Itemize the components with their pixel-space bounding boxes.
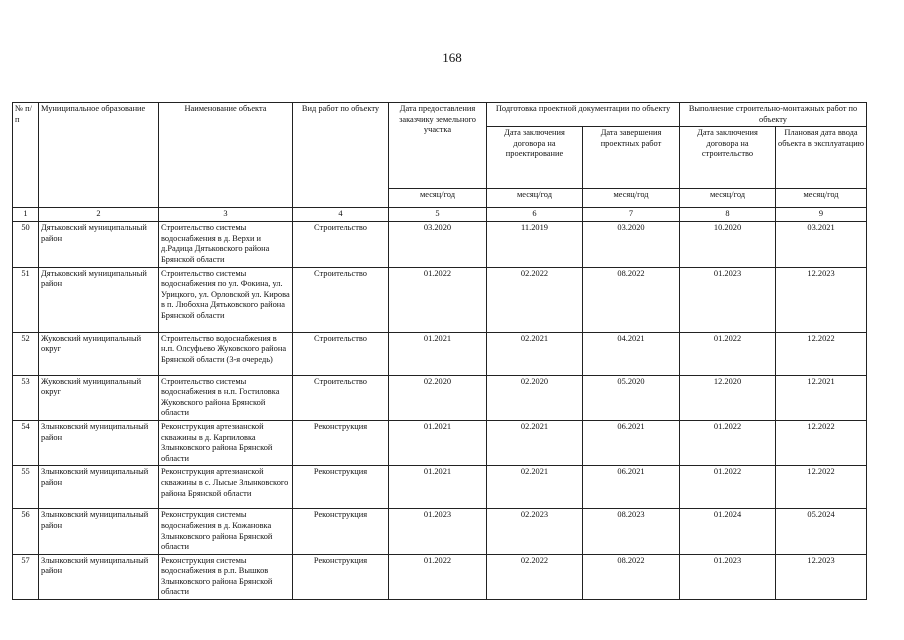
row-build-contract: 01.2023 [680,267,776,332]
row-number: 52 [13,332,39,375]
header-object: Наименование объекта [159,103,293,208]
row-work-type: Строительство [293,222,389,267]
row-design-contract: 02.2021 [487,466,583,509]
row-object: Реконструкция системы водоснабжения в р.п. Вышков Злынковского района Брянской области [159,554,293,599]
row-municipality: Злынковский муниципальный район [39,420,159,465]
header-work-type: Вид работ по объекту [293,103,389,208]
row-design-contract: 02.2021 [487,420,583,465]
table-row [13,267,867,332]
row-number: 53 [13,375,39,420]
row-municipality: Жуковский муниципальный округ [39,332,159,375]
row-land-date: 03.2020 [389,222,487,267]
row-work-type: Реконструкция [293,420,389,465]
table-row [13,509,867,554]
unit-label: месяц/год [389,189,487,208]
row-design-end: 04.2021 [583,332,680,375]
row-land-date: 01.2023 [389,509,487,554]
row-work-type: Реконструкция [293,554,389,599]
row-object: Строительство системы водоснабжения в д. Верхи и д.Радица Дятьковского района Брянской области [159,222,293,267]
row-design-end: 08.2022 [583,554,680,599]
row-build-contract: 01.2022 [680,420,776,465]
row-commission: 12.2022 [776,466,867,509]
row-design-contract: 11.2019 [487,222,583,267]
row-build-contract: 12.2020 [680,375,776,420]
row-design-end: 08.2023 [583,509,680,554]
page-number: 168 [442,50,462,65]
header-design-contract: Дата заключения договора на проектирование [487,127,583,189]
row-work-type: Реконструкция [293,509,389,554]
unit-label: месяц/год [680,189,776,208]
row-object: Строительство системы водоснабжения по ул. Фокина, ул. Урицкого, ул. Орловской ул. Кирова в п. Любохна Дятьковского района Брянской области [159,267,293,332]
header-design-end: Дата завершения проектных работ [583,127,680,189]
row-number: 56 [13,509,39,554]
row-design-contract: 02.2022 [487,554,583,599]
table-row [13,554,867,599]
header-municipality: Муниципальное образование [39,103,159,208]
row-work-type: Реконструкция [293,466,389,509]
row-build-contract: 01.2024 [680,509,776,554]
row-design-contract: 02.2023 [487,509,583,554]
row-municipality: Злынковский муниципальный район [39,509,159,554]
row-municipality: Злынковский муниципальный район [39,554,159,599]
column-number: 2 [39,208,159,222]
row-commission: 12.2022 [776,332,867,375]
row-object: Реконструкция артезианской скважины в с. Лысые Злынковского района Брянской области [159,466,293,509]
row-design-end: 05.2020 [583,375,680,420]
unit-label: месяц/год [776,189,867,208]
row-design-contract: 02.2020 [487,375,583,420]
header-land-date: Дата предоставления заказчику земельного участка [389,103,487,189]
row-land-date: 01.2022 [389,554,487,599]
row-municipality: Злынковский муниципальный район [39,466,159,509]
row-work-type: Строительство [293,332,389,375]
row-municipality: Дятьковский муниципальный район [39,222,159,267]
row-design-contract: 02.2022 [487,267,583,332]
column-number: 6 [487,208,583,222]
header-build-group: Выполнение строительно-монтажных работ по объекту [680,103,867,127]
header-build-contract: Дата заключения договора на строительство [680,127,776,189]
schedule-table [12,102,867,600]
row-number: 50 [13,222,39,267]
row-number: 57 [13,554,39,599]
row-design-contract: 02.2021 [487,332,583,375]
row-number: 51 [13,267,39,332]
row-design-end: 08.2022 [583,267,680,332]
row-design-end: 06.2021 [583,466,680,509]
header-design-group: Подготовка проектной документации по объекту [487,103,680,127]
row-work-type: Строительство [293,267,389,332]
table-row [13,222,867,267]
row-object: Строительство системы водоснабжения в н.п. Гостиловка Жуковского района Брянской области [159,375,293,420]
row-commission: 12.2021 [776,375,867,420]
row-design-end: 03.2020 [583,222,680,267]
row-work-type: Строительство [293,375,389,420]
table-row [13,420,867,465]
row-commission: 05.2024 [776,509,867,554]
column-number-row [13,208,867,222]
table-row [13,466,867,509]
column-number: 3 [159,208,293,222]
row-build-contract: 01.2022 [680,332,776,375]
column-number: 7 [583,208,680,222]
column-number: 1 [13,208,39,222]
row-build-contract: 01.2023 [680,554,776,599]
column-number: 8 [680,208,776,222]
row-build-contract: 01.2022 [680,466,776,509]
row-municipality: Дятьковский муниципальный район [39,267,159,332]
row-object: Реконструкция системы водоснабжения в д. Кожановка Злынковского района Брянской области [159,509,293,554]
row-number: 55 [13,466,39,509]
row-land-date: 01.2021 [389,466,487,509]
row-commission: 12.2022 [776,420,867,465]
row-commission: 12.2023 [776,267,867,332]
row-land-date: 01.2021 [389,420,487,465]
row-commission: 03.2021 [776,222,867,267]
column-number: 5 [389,208,487,222]
table-row [13,375,867,420]
row-land-date: 01.2022 [389,267,487,332]
column-number: 4 [293,208,389,222]
row-commission: 12.2023 [776,554,867,599]
row-number: 54 [13,420,39,465]
row-object: Строительство водоснабжения в н.п. Олсуфьево Жуковского района Брянской области (3-я очередь) [159,332,293,375]
row-object: Реконструкция артезианской скважины в д. Карпиловка Злынковского района Брянской области [159,420,293,465]
row-build-contract: 10.2020 [680,222,776,267]
unit-label: месяц/год [583,189,680,208]
row-land-date: 02.2020 [389,375,487,420]
row-land-date: 01.2021 [389,332,487,375]
unit-label: месяц/год [487,189,583,208]
header-num: № п/п [13,103,39,208]
column-number: 9 [776,208,867,222]
row-design-end: 06.2021 [583,420,680,465]
table-row [13,332,867,375]
header-commission: Плановая дата ввода объекта в эксплуатацию [776,127,867,189]
row-municipality: Жуковский муниципальный округ [39,375,159,420]
